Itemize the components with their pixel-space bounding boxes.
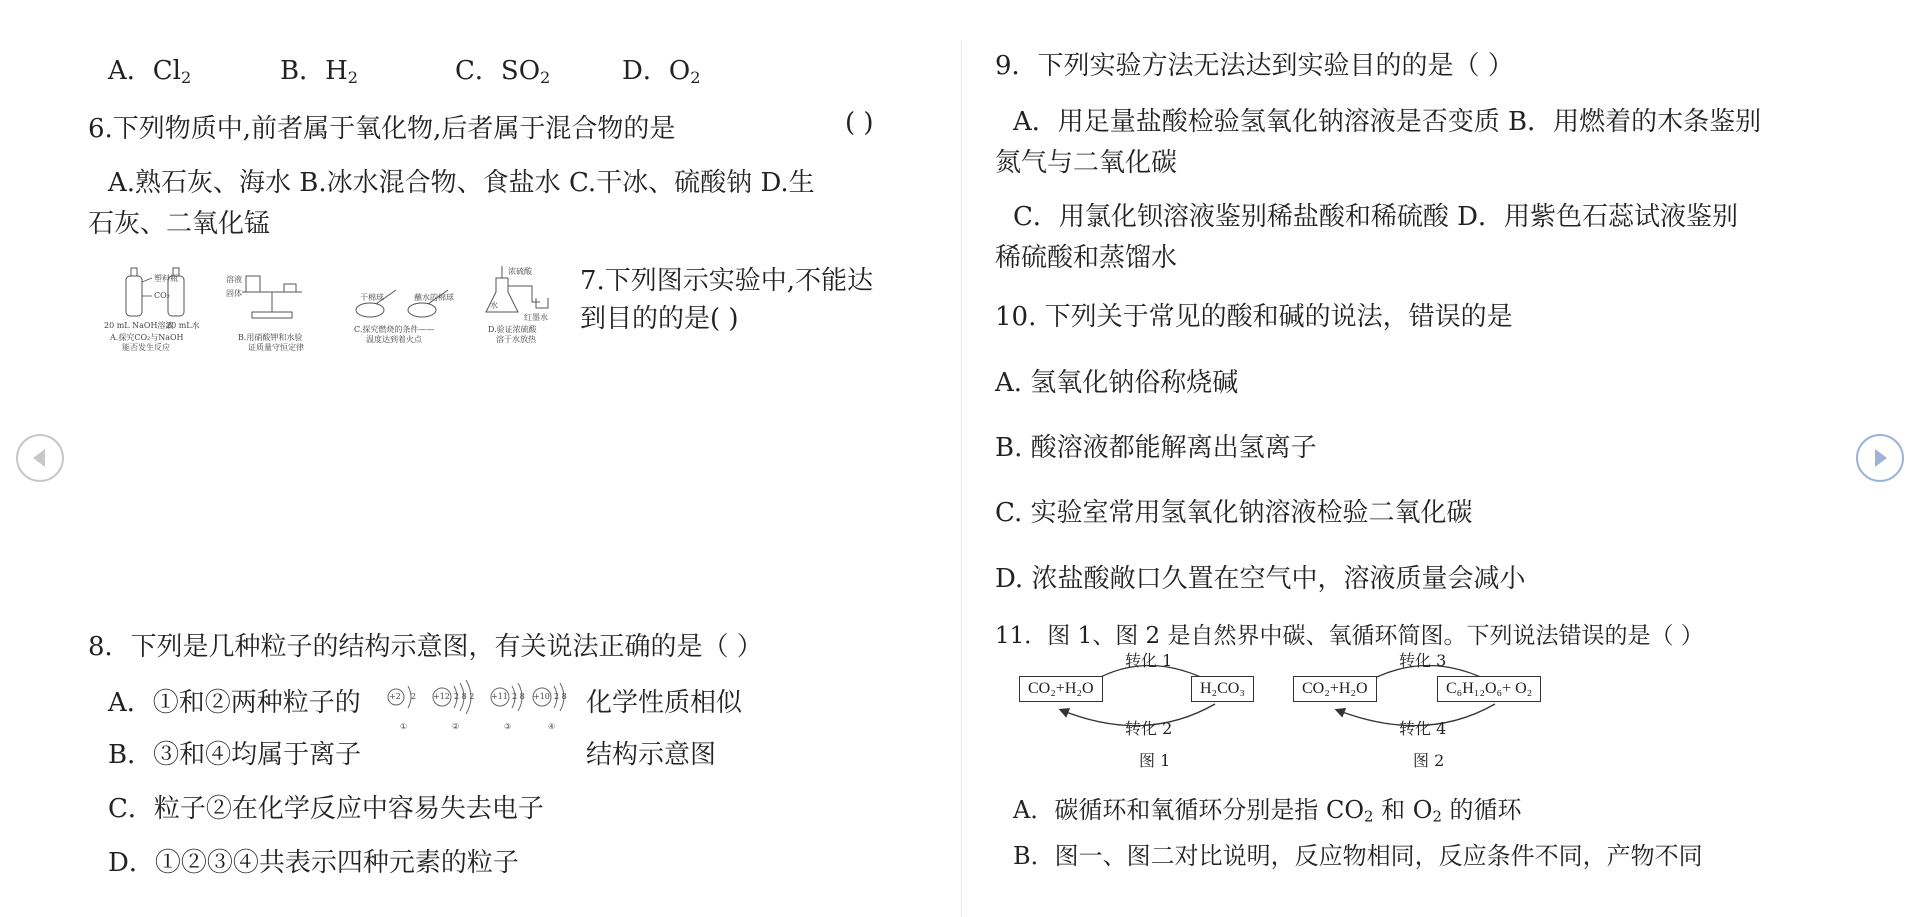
triangle-left-icon — [18, 436, 62, 480]
fig-b-caption-1: B.用硝酸钾和水验 — [238, 333, 303, 342]
q10-option-c: C. 实验室常用氢氧化钠溶液检验二氧化碳 — [995, 498, 1473, 528]
fig-d-caption-2: 溶于水放热 — [496, 335, 536, 344]
fig1-top-label: 转化 1 — [1125, 651, 1173, 670]
q8-option-a-pre: A．①和②两种粒子的 — [108, 688, 361, 718]
fig1-caption: 图 1 — [1139, 751, 1171, 770]
next-page-button[interactable] — [1856, 434, 1904, 482]
q9-line3: C．用氯化钡溶液鉴别稀盐酸和稀硫酸 D．用紫色石蕊试液鉴别 — [1013, 202, 1739, 232]
q5-option-d: D．$O_2$ — [622, 56, 701, 88]
q7-figures — [100, 262, 560, 354]
atom-2-nucleus: +12 — [433, 692, 450, 701]
atom-1 — [384, 680, 424, 740]
q6-answer-paren: ( ) — [845, 108, 874, 138]
fig-a-caption-2: 能否发生反应 — [122, 343, 170, 352]
atom-1-shells: 2 — [411, 692, 417, 701]
fig2-bottom-label: 转化 4 — [1399, 719, 1447, 738]
atom-4-nucleus: +10 — [533, 692, 550, 701]
fig-d-label-1: 浓硫酸 — [508, 267, 532, 276]
triangle-right-icon — [1858, 436, 1902, 480]
atom-3-nucleus: +11 — [491, 692, 508, 701]
fig-b-label-2: 固体 — [226, 289, 242, 298]
page-divider — [961, 40, 962, 917]
atom-3 — [488, 680, 528, 740]
fig-b-label-1: 溶液 — [226, 275, 242, 284]
q6-stem: 6.下列物质中,前者属于氧化物,后者属于混合物的是 — [88, 114, 676, 144]
fig-a-bottom-1: 20 mL NaOH溶液 — [104, 321, 174, 330]
fig-c-label-1: 干棉球 — [360, 293, 384, 302]
fig-a-label-2: CO₂ — [154, 291, 170, 300]
q8-option-d: D．①②③④共表示四种元素的粒子 — [108, 848, 519, 878]
q7-figure-a — [100, 262, 200, 354]
q11-option-b: B．图一、图二对比说明，反应物相同，反应条件不同，产物不同 — [1013, 842, 1703, 870]
q8-option-b-post: 结构示意图 — [586, 740, 717, 770]
fig2-box-right: C₆H₁₂O₆+ O₂ — [1437, 676, 1541, 702]
atom-4 — [530, 680, 574, 740]
atom-2 — [430, 680, 480, 740]
q10-option-d: D. 浓盐酸敞口久置在空气中，溶液质量会减小 — [995, 564, 1526, 594]
q10-option-b: B. 酸溶液都能解离出氢离子 — [995, 433, 1317, 463]
q11-stem: 11．图 1、图 2 是自然界中碳、氧循环简图。下列说法错误的是（ ） — [995, 623, 1704, 649]
atom-diagrams — [384, 680, 574, 740]
fig2-caption: 图 2 — [1413, 751, 1445, 770]
q7-figure-c — [348, 262, 458, 354]
fig1-box-left: CO₂+H₂O — [1019, 676, 1103, 702]
atom-2-shells: 2 8 2 — [454, 692, 475, 701]
q7-stem-line2: 到目的的是( ) — [580, 304, 739, 334]
fig-c-caption-2: 温度达到着火点 — [366, 335, 422, 344]
q9-stem: 9．下列实验方法无法达到实验目的的是（ ） — [995, 51, 1514, 81]
q8-option-c: C．粒子②在化学反应中容易失去电子 — [108, 794, 544, 824]
cycle-arrows — [1015, 648, 1575, 774]
atom-3-shells: 2 8 — [512, 692, 525, 701]
fig2-box-left: CO₂+H₂O — [1293, 676, 1377, 702]
fig-a-caption-1: A.探究CO₂与NaOH — [110, 333, 184, 342]
q9-line2: 氮气与二氧化碳 — [995, 148, 1178, 178]
fig1-bottom-label: 转化 2 — [1125, 719, 1173, 738]
q7-figure-d — [482, 262, 562, 354]
fig-d-label-3: 红墨水 — [524, 313, 548, 322]
fig-d-label-2: 水 — [490, 301, 498, 310]
fig-c-caption-1: C.探究燃烧的条件—— — [354, 325, 435, 334]
q5-option-a: A．$Cl_2$ — [108, 56, 192, 88]
fig2-top-label: 转化 3 — [1399, 651, 1447, 670]
fig-d-caption-1: D.验证浓硫酸 — [488, 325, 537, 334]
fig-b-caption-2: 证质量守恒定律 — [248, 343, 304, 352]
atom-2-number: ② — [452, 722, 460, 731]
prev-page-button[interactable] — [16, 434, 64, 482]
bottles-icon — [100, 262, 200, 322]
atom-1-nucleus: +2 — [389, 692, 401, 701]
q6-options-line2: 石灰、二氧化锰 — [88, 209, 271, 239]
q5-option-b: B．$H_2$ — [280, 56, 359, 88]
cycle-figures — [1015, 648, 1575, 774]
q9-line4: 稀硫酸和蒸馏水 — [995, 243, 1178, 273]
atom-4-shells: 2 8 — [554, 692, 567, 701]
fig-a-bottom-2: 20 mL水 — [166, 321, 200, 330]
atom-4-number: ④ — [548, 722, 556, 731]
q7-stem-line1: 7.下列图示实验中,不能达 — [580, 266, 874, 296]
fig-c-label-2: 蘸水的棉球 — [414, 293, 454, 302]
q10-stem: 10. 下列关于常见的酸和碱的说法，错误的是 — [995, 302, 1513, 332]
q8-stem: 8．下列是几种粒子的结构示意图，有关说法正确的是（ ） — [88, 632, 763, 662]
q8-option-a-post: 化学性质相似 — [586, 688, 743, 718]
atom-1-number: ① — [400, 722, 408, 731]
fig1-box-right: H₂CO₃ — [1191, 676, 1254, 702]
q8-option-b-pre: B．③和④均属于离子 — [108, 740, 362, 770]
q9-line1: A．用足量盐酸检验氢氧化钠溶液是否变质 B．用燃着的木条鉴别 — [1013, 107, 1762, 137]
q6-options-line1: A.熟石灰、海水 B.冰水混合物、食盐水 C.干冰、硫酸钠 D.生 — [108, 168, 815, 198]
q11-option-a: A．碳循环和氧循环分别是指 $CO_2$ 和 $O_2$ 的循环 — [1013, 796, 1522, 826]
q10-option-a: A. 氢氧化钠俗称烧碱 — [995, 368, 1239, 398]
q5-option-c: C．$SO_2$ — [455, 56, 551, 88]
q7-figure-b — [222, 262, 322, 354]
fig-a-label-1: 塑料瓶 — [154, 274, 178, 283]
atom-3-number: ③ — [504, 722, 512, 731]
